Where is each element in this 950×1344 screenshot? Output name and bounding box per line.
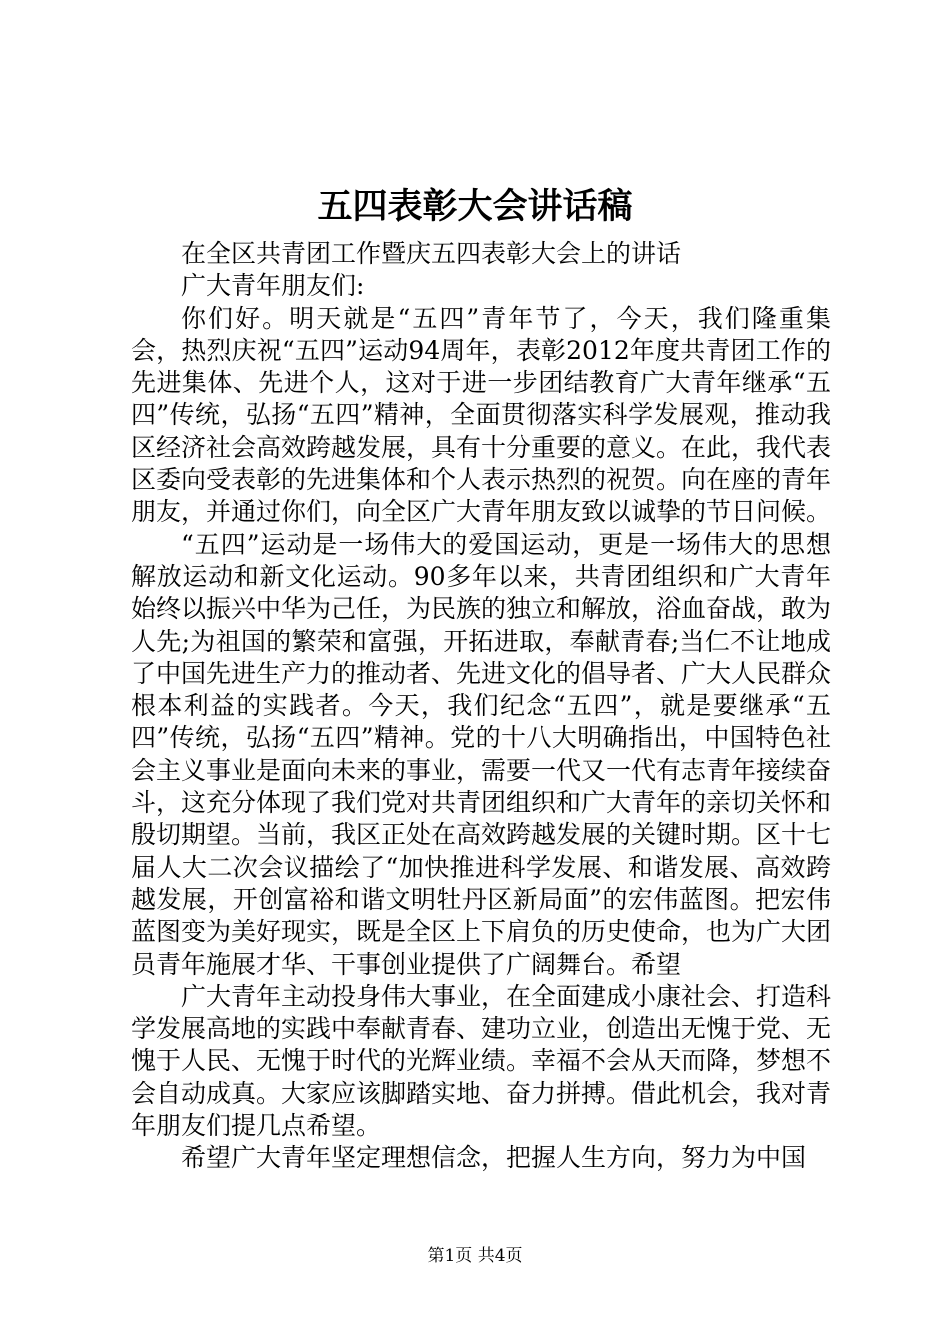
document-body bbox=[131, 238, 831, 1175]
paragraph: 你们好。明天就是“五四”青年节了，今天，我们隆重集会，热烈庆祝“五四”运动94周年，表彰2012年度共青团工作的先进集体、先进个人，这对于进一步团结教育广大青年继承“五四”传统，弘扬“五四”精神，全面贯彻落实科学发展观，推动我区经济社会高效跨越发展，具有十分重要的意义。在此，我代表区委向受表彰的先进集体和个人表示热烈的祝贺。向在座的青年朋友，并通过你们，向全区广大青年朋友致以诚挚的节日问候。 bbox=[131, 303, 832, 527]
salutation: 广大青年朋友们: bbox=[181, 271, 365, 301]
page-number-footer: 第1页 共4页 bbox=[427, 1246, 523, 1266]
document-title: 五四表彰大会讲话稿 bbox=[317, 186, 633, 227]
paragraph: 广大青年主动投身伟大事业，在全面建成小康社会、打造科学发展高地的实践中奉献青春、建功立业，创造出无愧于党、无愧于人民、无愧于时代的光辉业绩。幸福不会从天而降，梦想不会自动成真。大家应该脚踏实地、奋力拼搏。借此机会，我对青年朋友们提几点希望。 bbox=[131, 981, 832, 1141]
paragraph: 希望广大青年坚定理想信念，把握人生方向，努力为中国 bbox=[181, 1143, 807, 1173]
paragraph: “五四”运动是一场伟大的爱国运动，更是一场伟大的思想解放运动和新文化运动。90多年以来，共青团组织和广大青年始终以振兴中华为己任，为民族的独立和解放，浴血奋战，敢为人先;为祖国的繁荣和富强，开拓进取，奉献青春;当仁不让地成了中国先进生产力的推动者、先进文化的倡导者、广大人民群众根本利益的实践者。今天，我们纪念“五四”，就是要继承“五四”传统，弘扬“五四”精神。党的十八大明确指出，中国特色社会主义事业是面向未来的事业，需要一代又一代有志青年接续奋斗，这充分体现了我们党对共青团组织和广大青年的亲切关怀和殷切期望。当前，我区正处在高效跨越发展的关键时期。区十七届人大二次会议描绘了“加快推进科学发展、和谐发展、高效跨越发展，开创富裕和谐文明牡丹区新局面”的宏伟蓝图。把宏伟蓝图变为美好现实，既是全区上下肩负的历史使命，也为广大团员青年施展才华、干事创业提供了广阔舞台。希望 bbox=[131, 529, 832, 979]
speech-subtitle: 在全区共青团工作暨庆五四表彰大会上的讲话 bbox=[181, 239, 682, 268]
